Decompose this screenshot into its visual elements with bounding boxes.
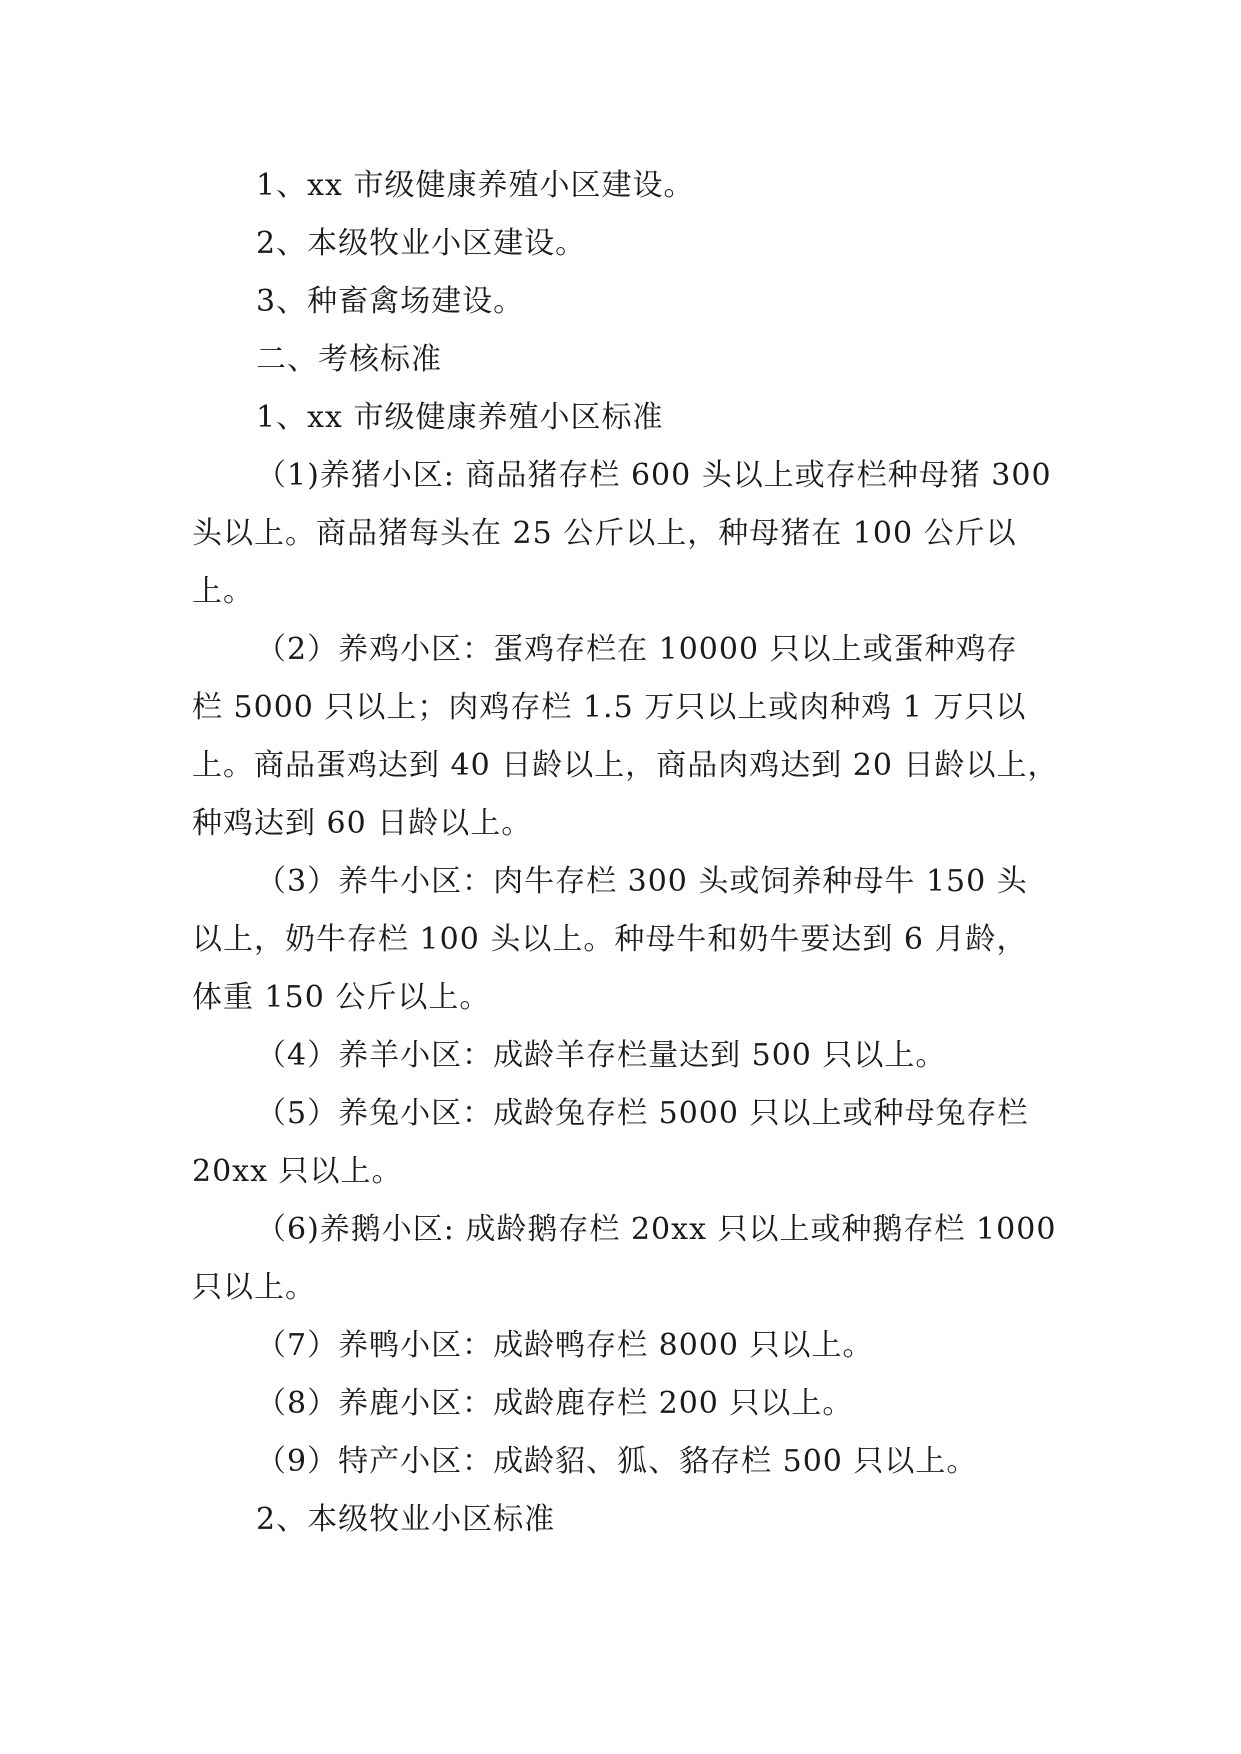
paragraph-rabbit-zone-line-1: （5）养兔小区：成龄兔存栏 5000 只以上或种母兔存栏: [256, 1096, 1029, 1131]
paragraph-duck-zone: （7）养鸭小区：成龄鸭存栏 8000 只以上。: [256, 1328, 874, 1363]
paragraph-chicken-zone-line-1: （2）养鸡小区：蛋鸡存栏在 10000 只以上或蛋种鸡存: [256, 632, 1018, 667]
paragraph-goose-zone-line-2: 只以上。: [192, 1270, 316, 1305]
paragraph-sheep-zone: （4）养羊小区：成龄羊存栏量达到 500 只以上。: [256, 1038, 947, 1073]
paragraph-pig-zone-line-3: 上。: [192, 574, 254, 609]
paragraph-pig-zone-line-1: （1)养猪小区: 商品猪存栏 600 头以上或存栏种母猪 300: [256, 458, 1052, 493]
subheading-city-zone-standards: 1、xx 市级健康养殖小区标准: [256, 400, 664, 435]
paragraph-rabbit-zone-line-2: 20xx 只以上。: [192, 1154, 403, 1189]
paragraph-deer-zone: （8）养鹿小区：成龄鹿存栏 200 只以上。: [256, 1386, 854, 1421]
paragraph-cattle-zone-line-1: （3）养牛小区：肉牛存栏 300 头或饲养种母牛 150 头: [256, 864, 1028, 899]
paragraph-cattle-zone-line-3: 体重 150 公斤以上。: [192, 980, 491, 1015]
list-item-city-health-zone: 1、xx 市级健康养殖小区建设。: [256, 168, 695, 203]
paragraph-pig-zone-line-2: 头以上。商品猪每头在 25 公斤以上，种母猪在 100 公斤以: [192, 516, 1017, 551]
paragraph-chicken-zone-line-3: 上。商品蛋鸡达到 40 日龄以上，商品肉鸡达到 20 日龄以上，: [192, 748, 1059, 783]
paragraph-cattle-zone-line-2: 以上，奶牛存栏 100 头以上。种母牛和奶牛要达到 6 月龄，: [192, 922, 1028, 957]
paragraph-specialty-zone: （9）特产小区：成龄貂、狐、貉存栏 500 只以上。: [256, 1444, 978, 1479]
list-item-breeding-farm: 3、种畜禽场建设。: [256, 284, 525, 319]
list-item-local-livestock-zone: 2、本级牧业小区建设。: [256, 226, 587, 261]
subheading-local-zone-standards: 2、本级牧业小区标准: [256, 1502, 556, 1537]
section-heading-assessment-standards: 二、考核标准: [256, 342, 442, 377]
document-body: [192, 157, 1072, 1549]
paragraph-chicken-zone-line-4: 种鸡达到 60 日龄以上。: [192, 806, 533, 841]
paragraph-goose-zone-line-1: （6)养鹅小区: 成龄鹅存栏 20xx 只以上或种鹅存栏 1000: [256, 1212, 1057, 1247]
paragraph-chicken-zone-line-2: 栏 5000 只以上；肉鸡存栏 1.5 万只以上或肉种鸡 1 万只以: [192, 690, 1027, 725]
